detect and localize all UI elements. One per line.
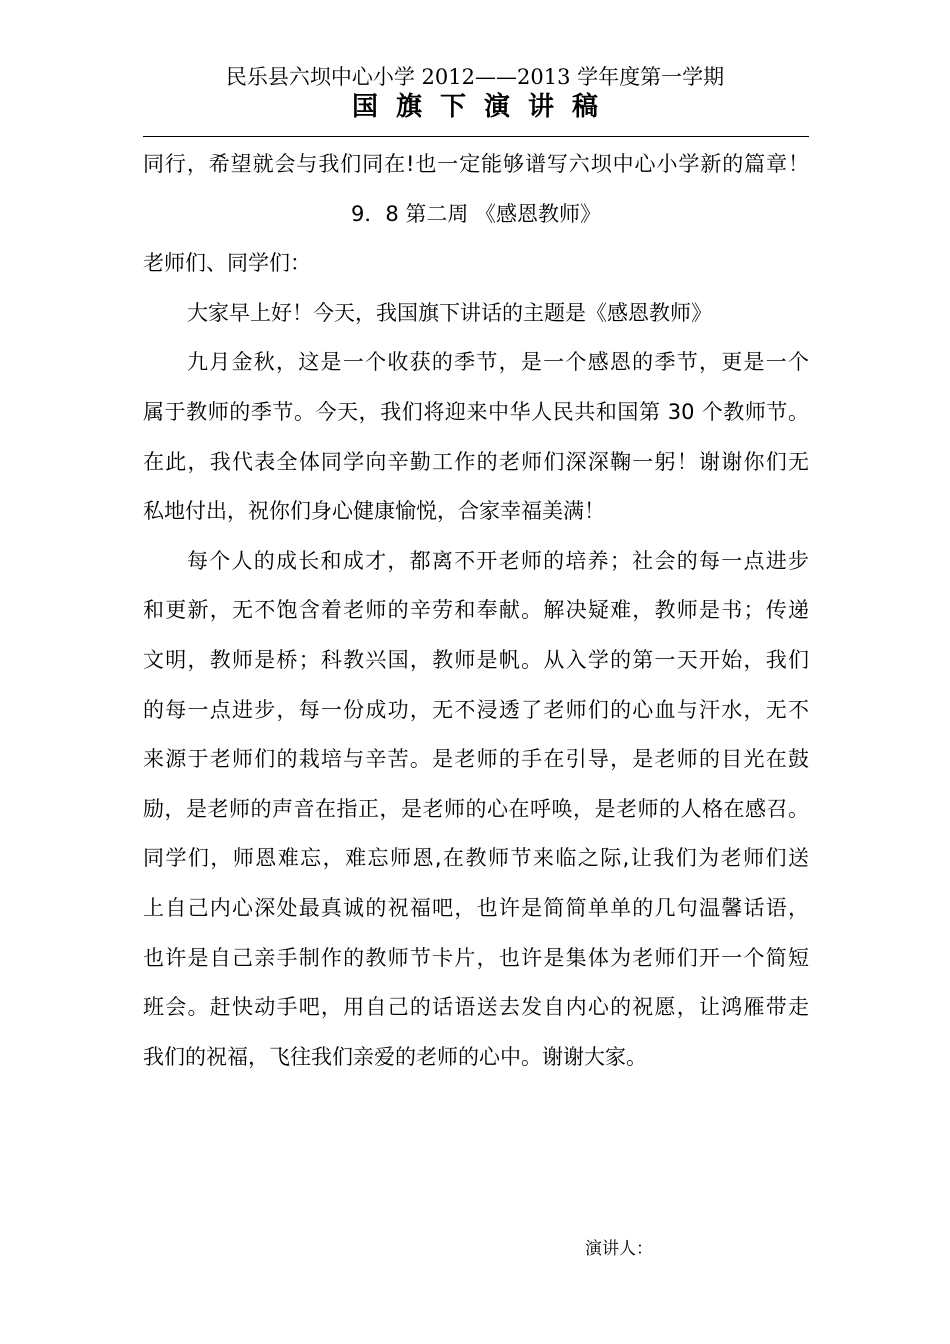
paragraph-line: 在此，我代表全体同学向辛勤工作的老师们深深鞠一躬！谢谢你们无 [143, 449, 809, 474]
school-term-heading: 民乐县六坝中心小学 2012——2013 学年度第一学期 [225, 65, 725, 89]
paragraph-line: 励，是老师的声音在指正，是老师的心在呼唤，是老师的人格在感召。 [143, 796, 809, 821]
speaker-label: 演讲人： [585, 1239, 653, 1259]
paragraph-line: 和更新，无不饱含着老师的辛劳和奉献。解决疑难，教师是书；传递 [143, 598, 809, 623]
speech-body [143, 140, 809, 1082]
paragraph-line: 每个人的成长和成才，都离不开老师的培养；社会的每一点进步 [187, 548, 809, 573]
document-title: 国旗下演讲稿 [351, 92, 616, 122]
paragraph-line: 也许是自己亲手制作的教师节卡片，也许是集体为老师们开一个简短 [143, 945, 809, 970]
paragraph-line: 文明，教师是桥；科教兴国，教师是帆。从入学的第一天开始，我们 [143, 647, 809, 672]
salutation: 老师们、同学们： [143, 251, 311, 276]
paragraph-line: 的每一点进步，每一份成功，无不浸透了老师们的心血与汗水，无不 [143, 697, 809, 722]
paragraph-1 [143, 338, 809, 536]
section-title: 9．8 第二周 《感恩教师》 [350, 201, 602, 226]
paragraph-line: 上自己内心深处最真诚的祝福吧，也许是简简单单的几句温馨话语， [143, 895, 809, 920]
paragraph-line: 私地付出，祝你们身心健康愉悦，合家幸福美满！ [143, 499, 605, 524]
header-divider [143, 136, 809, 137]
continuation-line: 同行，希望就会与我们同在!也一定能够谱写六坝中心小学新的篇章！ [143, 152, 809, 176]
paragraph-line: 属于教师的季节。今天，我们将迎来中华人民共和国第 30 个教师节。 [143, 399, 809, 424]
paragraph-line: 班会。赶快动手吧，用自己的话语送去发自内心的祝愿，让鸿雁带走 [143, 995, 809, 1020]
paragraph-2 [143, 537, 809, 1083]
greeting: 大家早上好！今天，我国旗下讲话的主题是《感恩教师》 [187, 300, 712, 325]
paragraph-line: 我们的祝福，飞往我们亲爱的老师的心中。谢谢大家。 [143, 1044, 647, 1069]
paragraph-line: 九月金秋，这是一个收获的季节，是一个感恩的季节，更是一个 [187, 350, 809, 375]
paragraph-line: 同学们，师恩难忘，难忘师恩,在教师节来临之际,让我们为老师们送 [143, 846, 809, 871]
paragraph-line: 来源于老师们的栽培与辛苦。是老师的手在引导，是老师的目光在鼓 [143, 747, 809, 772]
